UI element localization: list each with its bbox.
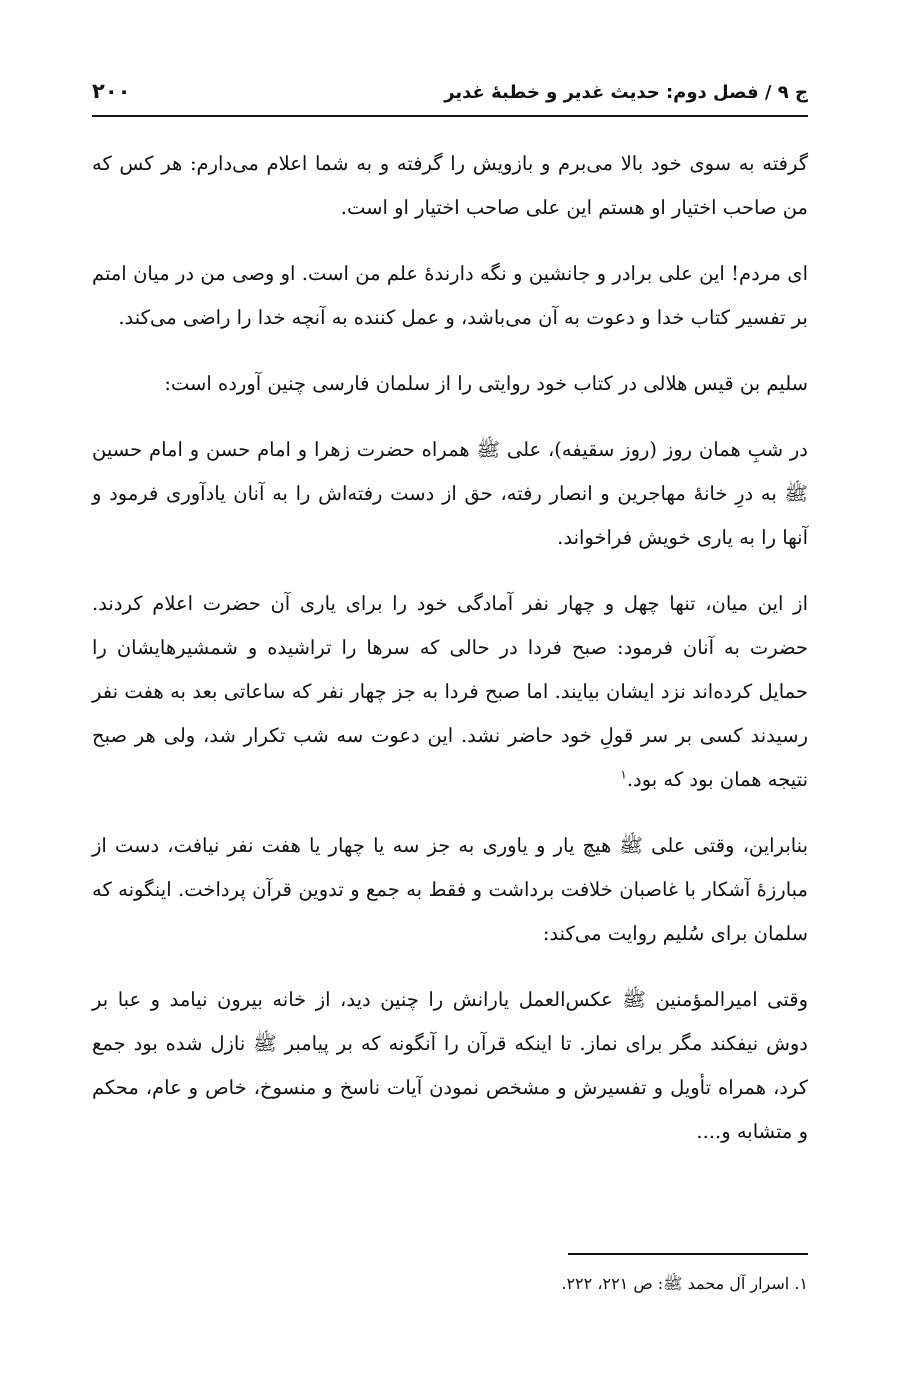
body-text <box>92 142 808 1176</box>
page-number: ۲۰۰ <box>92 79 131 103</box>
paragraph-6: بنابراین، وقتی علی ﷺ هیچ یار و یاوری به جز سه یا چهار یا هفت نفر نیافت، دست از مبارزهٔ آشکار با غاصبان خلافت برداشت و فقط به جمع و تدوین قرآن پرداخت. اینگونه که سلمان برای سُلیم روایت می‌کند: <box>92 834 808 945</box>
footnote: ۱. اسرار آل محمد ﷺ: ص ۲۲۱، ۲۲۲. <box>561 1274 808 1293</box>
paragraph-7: وقتی امیرالمؤمنین ﷺ عکس‌العمل یارانش را چنین دید، از خانه بیرون نیامد و عبا بر دوش نیفکند مگر برای نماز. تا اینکه قرآن را آنگونه که بر پیامبر ﷺ نازل شده بود جمع کرد، همراه تأویل و تفسیرش و مشخص نمودن آیات ناسخ و منسوخ، خاص و عام، محکم و متشابه و.... <box>92 988 808 1143</box>
header-rule <box>92 115 808 117</box>
paragraph-2: ای مردم! این علی برادر و جانشین و نگه دارندهٔ علم من است. او وصی من در میان امتم بر تفسیر کتاب خدا و دعوت به آن می‌باشد، و عمل کننده به آنچه خدا را راضی می‌کند. <box>92 262 808 329</box>
paragraph-5 <box>92 582 808 802</box>
footnote-rule <box>568 1253 808 1255</box>
paragraph-4: در شبِ همان روز (روز سقیفه)، علی ﷺ همراه حضرت زهرا و امام حسن و امام حسین ﷺ به درِ خانهٔ مهاجرین و انصار رفته، حق از دست رفته‌اش را به آنان یادآوری فرمود و آنها را به یاری خویش فراخواند. <box>92 438 808 549</box>
footnote-reference[interactable]: ۱ <box>620 767 627 782</box>
paragraph-1: گرفته به سوی خود بالا می‌برم و بازویش را گرفته و به شما اعلام می‌دارم: هر کس که من صاحب اختیار او هستم این علی صاحب اختیار او است. <box>92 152 808 219</box>
running-title: ج ۹ / فصل دوم: حدیث غدیر و خطبهٔ غدیر <box>444 82 808 103</box>
page-header <box>92 62 808 102</box>
paragraph-3: سلیم بن قیس هلالی در کتاب خود روایتی را از سلمان فارسی چنین آورده است: <box>164 372 808 395</box>
paragraph-5-text: از این میان، تنها چهل و چهار نفر آمادگی خود را برای یاری آن حضرت اعلام کردند. حضرت به آنان فرمود: صبح فردا در حالی که سرها را تراشیده و شمشیرهایشان را حمایل کرده‌اند نزد ایشان بیایند. اما صبح فردا به جز چهار نفر که ساعاتی بعد به هفت نفر رسیدند کسی بر سر قولِ خود حاضر نشد. این دعوت سه شب تکرار شد، ولی هر صبح نتیجه همان بود که بود. <box>92 592 808 791</box>
